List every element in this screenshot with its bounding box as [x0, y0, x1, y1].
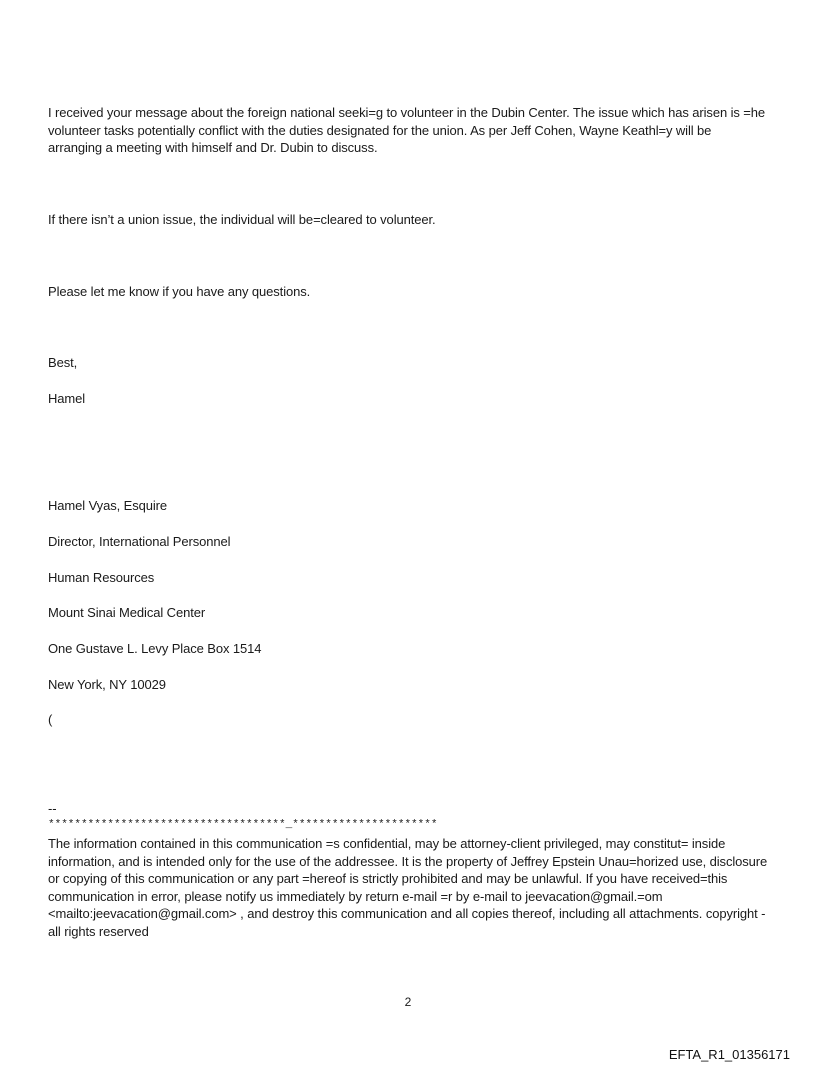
email-paragraph-3: Please let me know if you have any questions. [48, 284, 311, 299]
footer-disclaimer: The information contained in this communication =s confidential, may be attorney-client privileged, may constitut= inside information, and is intended only for the use of the addressee. It is the property of Jeffrey Epstein Unau=horized use, disclosure or copying of this communication or any part =hereof is strictly prohibited and may be unlawful. If you have received=this communication in error, please notify us immediately by return e-mail =r by e-mail to jeevacation@gmail.=om <mailto:jeevacation@gmail.com> , and destroy this communication and all copies thereof, including all attachments. copyright -all rights reserved [48, 836, 768, 939]
signature-phone: ( [48, 712, 53, 727]
signature-title: Director, International Personnel [48, 534, 231, 549]
footer-separator-stars: ************************************_********************** [48, 819, 438, 831]
signature-department: Human Resources [48, 570, 155, 585]
document-id: EFTA_R1_01356171 [668, 1047, 790, 1062]
email-paragraph-2: If there isn’t a union issue, the individual will be=cleared to volunteer. [48, 212, 436, 227]
footer-separator-dashes: -- [48, 801, 57, 816]
signature-city: New York, NY 10029 [48, 677, 166, 692]
email-first-name: Hamel [48, 391, 86, 406]
email-paragraph-1: I received your message about the foreign national seeki=g to volunteer in the Dubin Center. The issue which has arisen is =he volunteer tasks potentially conflict with the duties designated for the union. As per Jeff Cohen, Wayne Keathl=y will be arranging a meeting with himself and Dr. Dubin to discuss. [48, 105, 766, 155]
signature-organization: Mount Sinai Medical Center [48, 605, 206, 620]
signature-address: One Gustave L. Levy Place Box 1514 [48, 641, 262, 656]
email-closing: Best, [48, 355, 78, 370]
page-number: 2 [404, 995, 412, 1009]
signature-name: Hamel Vyas, Esquire [48, 498, 167, 513]
